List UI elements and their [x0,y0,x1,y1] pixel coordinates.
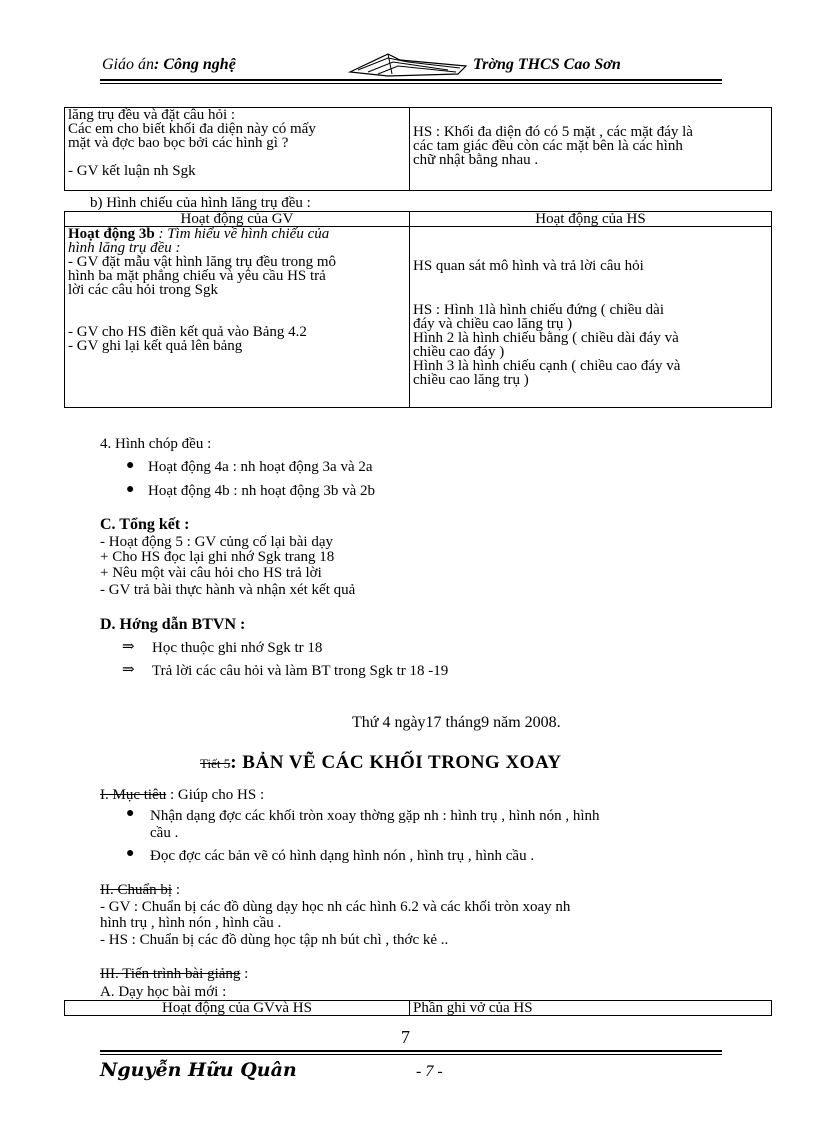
lesson-number: Tiết 5 [200,756,231,771]
header-label: Giáo án [102,56,154,73]
table1-right-line: chữ nhật bằng nhau . [413,152,539,168]
partII-heading [100,882,180,898]
header-subject: : Công nghệ [154,56,236,73]
table1-left-line: Các em cho biết khối đa diện này có mấy [68,121,316,137]
partII-line: - HS : Chuẩn bị các đồ dùng học tập nh bút chì , thớc kẻ .. [100,932,449,948]
table2-gv-line: - GV cho HS điền kết quả vào Bảng 4.2 [68,324,307,340]
table1-left-line: - GV kết luận nh Sgk [68,163,196,179]
table2-hs-line: Hình 2 là hình chiếu bằng ( chiều dài đáy và [413,330,679,346]
table2-gv-line: lời các câu hỏi trong Sgk [68,282,218,298]
partII-rest: : [172,882,180,898]
table-activities-3b [64,211,772,408]
table3-header-left: Hoạt động của GVvà HS [65,1001,410,1016]
table2-hs-line: chiều cao lăng trụ ) [413,372,529,388]
table2-hs-line: HS : Hình 1là hình chiếu đứng ( chiều dài [413,302,665,318]
table2-header-gv: Hoạt động của GV [65,212,410,227]
table-row [65,212,772,227]
partI-item: cầu . [150,825,179,841]
partI-item: Nhận dạng đợc các khối tròn xoay thờng gặp nh : hình trụ , hình nón , hình [150,808,600,824]
table2-gv-cell [65,227,410,408]
activity-3b-italic: : Tìm hiểu về hình chiếu của [154,226,330,242]
partIII-label: III. Tiến trình bài giảng [100,966,241,982]
table2-hs-cell [410,227,772,408]
arrow-right-icon: ⇒ [122,662,135,678]
bullet-icon: ● [126,482,135,497]
table1-right-line: HS : Khối đa diện đó có 5 mặt , các mặt đáy là [413,124,693,140]
header-school: Trờng THCS Cao Sơn [473,56,621,73]
table1-right-line: các tam giác đều còn các mặt bên là các hình [413,138,683,154]
partD-item: Học thuộc ghi nhớ Sgk tr 18 [152,640,323,656]
footer-rule-thick [100,1050,722,1052]
partIII-rest: : [240,966,249,982]
partII-line: hình trụ , hình nón , hình cầu . [100,915,282,931]
part4-title: 4. Hình chóp đều : [100,436,212,452]
table-continued [64,107,772,191]
partC-title: C. Tổng kết : [100,516,190,533]
table2-gv-line: - GV đặt mẫu vật hình lăng trụ đều trong mô [68,254,337,270]
table2-gv-line: - GV ghi lại kết quả lên bảng [68,338,243,354]
partI-heading [100,787,264,803]
partIII-subA: A. Dạy học bài mới : [100,984,227,1000]
spacer [413,273,768,303]
partC-line: - Hoạt động 5 : GV củng cố lại bài dạy [100,534,334,550]
header-rule-thick [100,79,722,81]
lesson-title [200,752,562,774]
header-rule-thin [100,83,722,84]
partC-line: + Cho HS đọc lại ghi nhớ Sgk trang 18 [100,549,335,565]
activity-3b-italic2: hình lăng trụ đều : [68,240,181,256]
lesson-name: : BẢN VẼ CÁC KHỐI TRONG XOAY [230,752,562,773]
lesson-date: Thứ 4 ngày17 tháng9 năm 2008. [352,714,561,731]
table-row [65,227,772,408]
spacer [68,150,406,164]
page-header [100,50,720,80]
spacer [68,297,406,325]
bullet-icon: ● [126,458,135,473]
header-left [102,56,236,74]
partC-line: - GV trả bài thực hành và nhận xét kết quả [100,582,356,598]
table-row [65,1001,772,1016]
table3-header-right: Phần ghi vở của HS [410,1001,772,1016]
partC-line: + Nêu một vài câu hỏi cho HS trả lời [100,565,322,581]
table1-hs-cell [410,108,772,191]
section-b-heading: b) Hình chiếu của hình lăng trụ đều : [90,195,311,211]
arrow-right-icon: ⇒ [122,639,135,655]
partD-title: D. Hớng dẫn BTVN : [100,616,246,633]
footer-author: Nguyễn Hữu Quân [100,1059,297,1081]
book-logo-icon [348,50,468,78]
partD-item: Trả lời các câu hỏi và làm BT trong Sgk tr 18 -19 [152,663,449,679]
partII-label: II. Chuẩn bị [100,882,173,898]
part4-item: Hoạt động 4a : nh hoạt động 3a và 2a [148,459,373,475]
partII-line: - GV : Chuẩn bị các đồ dùng dạy học nh các hình 6.2 và các khối tròn xoay nh [100,899,571,915]
table1-left-line: mặt và đợc bao bọc bởi các hình gì ? [68,135,289,151]
table2-hs-line: chiều cao đáy ) [413,344,505,360]
partI-rest: : Giúp cho HS : [166,787,265,803]
table2-hs-line: Hình 3 là hình chiếu cạnh ( chiều cao đáy và [413,358,681,374]
footer-rule-thin [100,1054,722,1055]
partIII-heading [100,966,248,982]
bullet-icon: ● [126,846,135,861]
table-row [65,108,772,191]
activity-3b-title: Hoạt động 3b [68,226,155,242]
partI-label: I. Mục tiêu [100,787,167,803]
partI-item: Đọc đợc các bản vẽ có hình dạng hình nón , hình trụ , hình cầu . [150,848,535,864]
table1-gv-cell [65,108,410,191]
part4-item: Hoạt động 4b : nh hoạt động 3b và 2b [148,483,376,499]
page-number: 7 [401,1027,410,1047]
table1-left-line: lăng trụ đều và đặt câu hỏi : [68,107,236,123]
table2-hs-line: HS quan sát mô hình và trả lời câu hỏi [413,258,644,274]
table2-gv-line: hình ba mặt phẳng chiếu và yêu cầu HS trả [68,268,326,284]
bullet-icon: ● [126,806,135,821]
footer-page: - 7 - [416,1063,443,1080]
table2-header-hs: Hoạt động của HS [410,212,772,227]
spacer [413,227,768,259]
table2-hs-line: đáy và chiều cao lăng trụ ) [413,316,573,332]
spacer [413,111,768,125]
table-lesson [64,1000,772,1016]
